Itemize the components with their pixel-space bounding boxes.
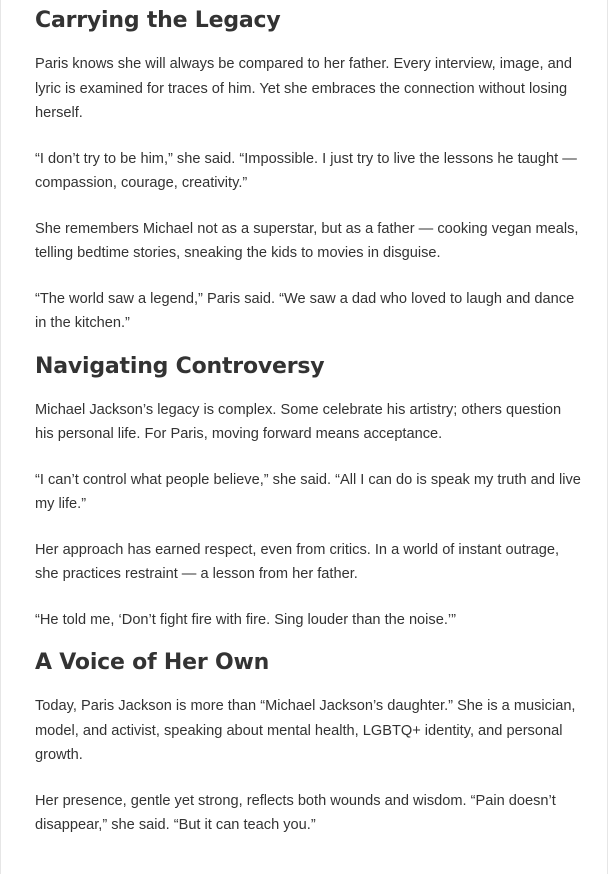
paragraph: Today, Paris Jackson is more than “Michael Jackson’s daughter.” She is a musician, model, and activist, speaking about mental health, LGBTQ+ identity, and personal growth. — [35, 698, 576, 763]
quote-paragraph: “I don’t try to be him,” she said. “Impossible. I just try to live the lessons he taught — compassion, courage, creativity.” — [35, 150, 577, 191]
section-heading-a-voice-of-her-own: A Voice of Her Own — [35, 650, 270, 675]
quote-paragraph: “The world saw a legend,” Paris said. “We saw a dad who loved to laugh and dance in the kitchen.” — [35, 290, 575, 331]
paragraph: Her approach has earned respect, even from critics. In a world of instant outrage, she practices restraint — a lesson from her father. — [35, 541, 560, 582]
paragraph: Paris knows she will always be compared to her father. Every interview, image, and lyric is examined for traces of him. Yet she embraces the connection without losing herself. — [35, 56, 572, 121]
quote-paragraph: “He told me, ‘Don’t fight fire with fire. Sing louder than the noise.’” — [35, 611, 456, 628]
paragraph: Her presence, gentle yet strong, reflects both wounds and wisdom. “Pain doesn’t disappear,” she said. “But it can teach you.” — [35, 792, 556, 833]
section-heading-carrying-the-legacy: Carrying the Legacy — [35, 8, 281, 33]
quote-paragraph: “I can’t control what people believe,” she said. “All I can do is speak my truth and live my life.” — [35, 471, 581, 512]
article-body — [35, 0, 583, 838]
paragraph: She remembers Michael not as a superstar, but as a father — cooking vegan meals, telling bedtime stories, sneaking the kids to movies in disguise. — [35, 220, 579, 261]
section-heading-navigating-controversy: Navigating Controversy — [35, 353, 325, 379]
paragraph: Michael Jackson’s legacy is complex. Some celebrate his artistry; others question his personal life. For Paris, moving forward means acceptance. — [35, 401, 562, 442]
